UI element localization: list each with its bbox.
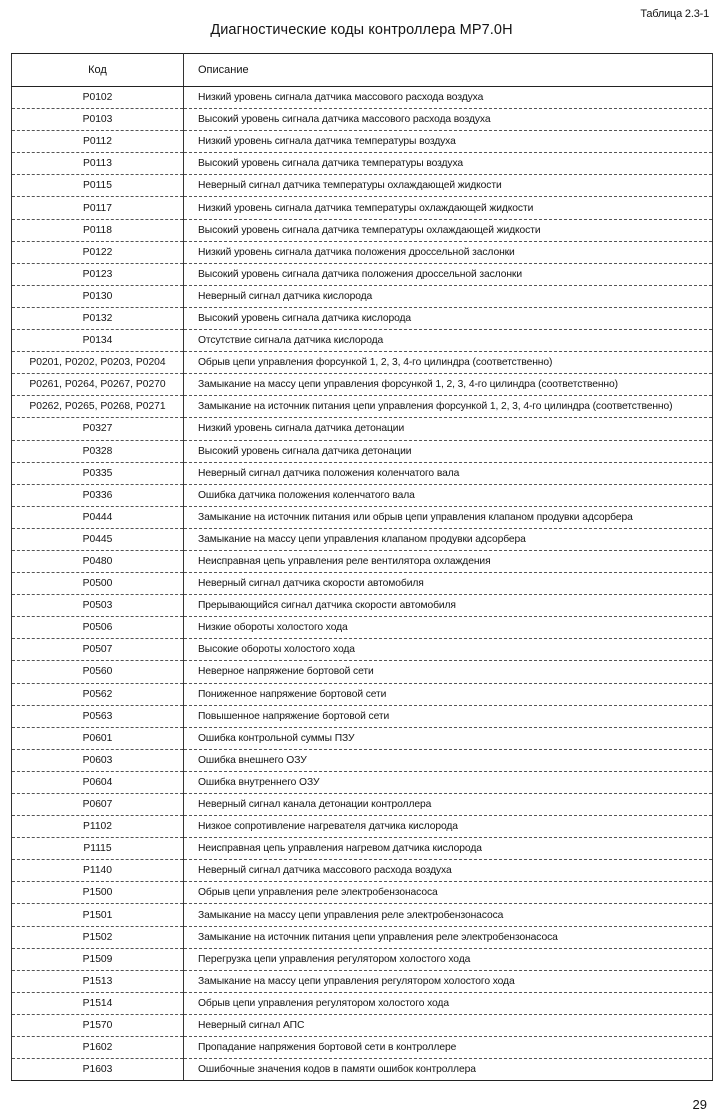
description-cell: Замыкание на массу цепи управления клапаном продувки адсорбера — [184, 528, 713, 550]
table-row — [12, 573, 713, 595]
description-cell: Неверный сигнал датчика кислорода — [184, 285, 713, 307]
error-code-cell: P0335 — [12, 462, 184, 484]
table-row — [12, 352, 713, 374]
table-row — [12, 330, 713, 352]
table-row — [12, 661, 713, 683]
table-row — [12, 617, 713, 639]
error-code-cell: P0103 — [12, 109, 184, 131]
table-row — [12, 440, 713, 462]
description-cell: Высокий уровень сигнала датчика кислорода — [184, 307, 713, 329]
error-code-cell: P0507 — [12, 639, 184, 661]
description-cell: Низкий уровень сигнала датчика температуры охлаждающей жидкости — [184, 197, 713, 219]
error-code-cell: P0562 — [12, 683, 184, 705]
description-cell: Низкий уровень сигнала датчика положения дроссельной заслонки — [184, 241, 713, 263]
description-cell: Неверный сигнал датчика температуры охлаждающей жидкости — [184, 175, 713, 197]
error-code-cell: P0601 — [12, 727, 184, 749]
description-cell: Высокий уровень сигнала датчика температуры воздуха — [184, 153, 713, 175]
error-code-cell: P0445 — [12, 528, 184, 550]
error-code-cell: P0604 — [12, 771, 184, 793]
table-row — [12, 1037, 713, 1059]
description-cell: Высокий уровень сигнала датчика массового расхода воздуха — [184, 109, 713, 131]
description-cell: Отсутствие сигнала датчика кислорода — [184, 330, 713, 352]
table-row — [12, 639, 713, 661]
table-body — [12, 87, 713, 1081]
description-cell: Неверный сигнал датчика положения коленчатого вала — [184, 462, 713, 484]
description-cell: Замыкание на источник питания или обрыв цепи управления клапаном продувки адсорбера — [184, 506, 713, 528]
table-row — [12, 816, 713, 838]
description-cell: Обрыв цепи управления реле электробензонасоса — [184, 882, 713, 904]
error-code-cell: P0201, P0202, P0203, P0204 — [12, 352, 184, 374]
error-code-cell: P1502 — [12, 926, 184, 948]
description-cell: Ошибка датчика положения коленчатого вала — [184, 484, 713, 506]
column-header-description: Описание — [184, 54, 713, 87]
table-row — [12, 197, 713, 219]
error-code-cell: P0444 — [12, 506, 184, 528]
table-row — [12, 705, 713, 727]
description-cell: Перегрузка цепи управления регулятором холостого хода — [184, 948, 713, 970]
error-code-cell: P1102 — [12, 816, 184, 838]
table-row — [12, 1059, 713, 1081]
error-code-cell: P0506 — [12, 617, 184, 639]
description-cell: Ошибка внешнего ОЗУ — [184, 749, 713, 771]
description-cell: Ошибочные значения кодов в памяти ошибок контроллера — [184, 1059, 713, 1081]
description-cell: Низкий уровень сигнала датчика детонации — [184, 418, 713, 440]
table-row — [12, 418, 713, 440]
table-row — [12, 484, 713, 506]
description-cell: Обрыв цепи управления форсункой 1, 2, 3, 4-го цилиндра (соответственно) — [184, 352, 713, 374]
table-row — [12, 970, 713, 992]
error-code-cell: P0480 — [12, 550, 184, 572]
table-row — [12, 595, 713, 617]
table-row — [12, 926, 713, 948]
error-code-cell: P0132 — [12, 307, 184, 329]
error-code-cell: P1513 — [12, 970, 184, 992]
description-cell: Прерывающийся сигнал датчика скорости автомобиля — [184, 595, 713, 617]
error-code-cell: P1570 — [12, 1014, 184, 1036]
description-cell: Высокий уровень сигнала датчика положения дроссельной заслонки — [184, 263, 713, 285]
description-cell: Замыкание на массу цепи управления реле электробензонасоса — [184, 904, 713, 926]
error-code-cell: P1603 — [12, 1059, 184, 1081]
table-row — [12, 948, 713, 970]
table-row — [12, 374, 713, 396]
error-code-cell: P0327 — [12, 418, 184, 440]
table-row — [12, 175, 713, 197]
error-code-cell: P0603 — [12, 749, 184, 771]
description-cell: Низкое сопротивление нагревателя датчика кислорода — [184, 816, 713, 838]
table-row — [12, 506, 713, 528]
error-code-cell: P1602 — [12, 1037, 184, 1059]
table-row — [12, 153, 713, 175]
description-cell: Повышенное напряжение бортовой сети — [184, 705, 713, 727]
column-header-code: Код — [12, 54, 184, 87]
error-code-cell: P0607 — [12, 794, 184, 816]
table-row — [12, 771, 713, 793]
table-row — [12, 992, 713, 1014]
table-row — [12, 550, 713, 572]
table-row — [12, 263, 713, 285]
error-code-cell: P0134 — [12, 330, 184, 352]
description-cell: Высокий уровень сигнала датчика детонации — [184, 440, 713, 462]
page-title: Диагностические коды контроллера MP7.0H — [210, 22, 513, 38]
error-code-cell: P0261, P0264, P0267, P0270 — [12, 374, 184, 396]
description-cell: Низкие обороты холостого хода — [184, 617, 713, 639]
table-row — [12, 285, 713, 307]
table-row — [12, 727, 713, 749]
error-code-cell: P0112 — [12, 131, 184, 153]
error-code-cell: P0122 — [12, 241, 184, 263]
description-cell: Замыкание на массу цепи управления регулятором холостого хода — [184, 970, 713, 992]
error-code-cell: P1514 — [12, 992, 184, 1014]
description-cell: Замыкание на источник питания цепи управления форсункой 1, 2, 3, 4-го цилиндра (соответственно) — [184, 396, 713, 418]
error-code-cell: P0113 — [12, 153, 184, 175]
page-number: 29 — [692, 1097, 707, 1112]
table-row — [12, 462, 713, 484]
table-row — [12, 396, 713, 418]
table-row — [12, 131, 713, 153]
description-cell: Пониженное напряжение бортовой сети — [184, 683, 713, 705]
error-code-cell: P0500 — [12, 573, 184, 595]
table-row — [12, 683, 713, 705]
table-row — [12, 860, 713, 882]
description-cell: Высокий уровень сигнала датчика температуры охлаждающей жидкости — [184, 219, 713, 241]
description-cell: Низкий уровень сигнала датчика температуры воздуха — [184, 131, 713, 153]
error-code-cell: P0336 — [12, 484, 184, 506]
diagnostic-codes-table — [11, 53, 713, 1081]
error-code-cell: P0115 — [12, 175, 184, 197]
table-row — [12, 904, 713, 926]
table-row — [12, 219, 713, 241]
table-row — [12, 307, 713, 329]
description-cell: Неверный сигнал датчика скорости автомобиля — [184, 573, 713, 595]
description-cell: Неисправная цепь управления реле вентилятора охлаждения — [184, 550, 713, 572]
table-row — [12, 241, 713, 263]
error-code-cell: P0262, P0265, P0268, P0271 — [12, 396, 184, 418]
error-code-cell: P0130 — [12, 285, 184, 307]
error-code-cell: P0563 — [12, 705, 184, 727]
description-cell: Неверный сигнал канала детонации контроллера — [184, 794, 713, 816]
error-code-cell: P0117 — [12, 197, 184, 219]
error-code-cell: P1501 — [12, 904, 184, 926]
description-cell: Пропадание напряжения бортовой сети в контроллере — [184, 1037, 713, 1059]
error-code-cell: P0503 — [12, 595, 184, 617]
table-row — [12, 794, 713, 816]
error-code-cell: P0123 — [12, 263, 184, 285]
table-row — [12, 1014, 713, 1036]
error-code-cell: P0118 — [12, 219, 184, 241]
description-cell: Замыкание на источник питания цепи управления реле электробензонасоса — [184, 926, 713, 948]
table-row — [12, 838, 713, 860]
error-code-cell: P1500 — [12, 882, 184, 904]
error-code-cell: P1509 — [12, 948, 184, 970]
table-row — [12, 109, 713, 131]
description-cell: Неверный сигнал датчика массового расхода воздуха — [184, 860, 713, 882]
description-cell: Обрыв цепи управления регулятором холостого хода — [184, 992, 713, 1014]
description-cell: Ошибка контрольной суммы ПЗУ — [184, 727, 713, 749]
error-code-cell: P0102 — [12, 87, 184, 109]
table-row — [12, 749, 713, 771]
description-cell: Неисправная цепь управления нагревом датчика кислорода — [184, 838, 713, 860]
table-number: Таблица 2.3-1 — [640, 8, 709, 20]
table-row — [12, 882, 713, 904]
description-cell: Высокие обороты холостого хода — [184, 639, 713, 661]
table-header-row — [12, 54, 713, 87]
description-cell: Низкий уровень сигнала датчика массового расхода воздуха — [184, 87, 713, 109]
error-code-cell: P1140 — [12, 860, 184, 882]
description-cell: Неверный сигнал АПС — [184, 1014, 713, 1036]
error-code-cell: P1115 — [12, 838, 184, 860]
description-cell: Неверное напряжение бортовой сети — [184, 661, 713, 683]
description-cell: Замыкание на массу цепи управления форсункой 1, 2, 3, 4-го цилиндра (соответственно) — [184, 374, 713, 396]
error-code-cell: P0328 — [12, 440, 184, 462]
description-cell: Ошибка внутреннего ОЗУ — [184, 771, 713, 793]
error-code-cell: P0560 — [12, 661, 184, 683]
table-row — [12, 87, 713, 109]
table-row — [12, 528, 713, 550]
